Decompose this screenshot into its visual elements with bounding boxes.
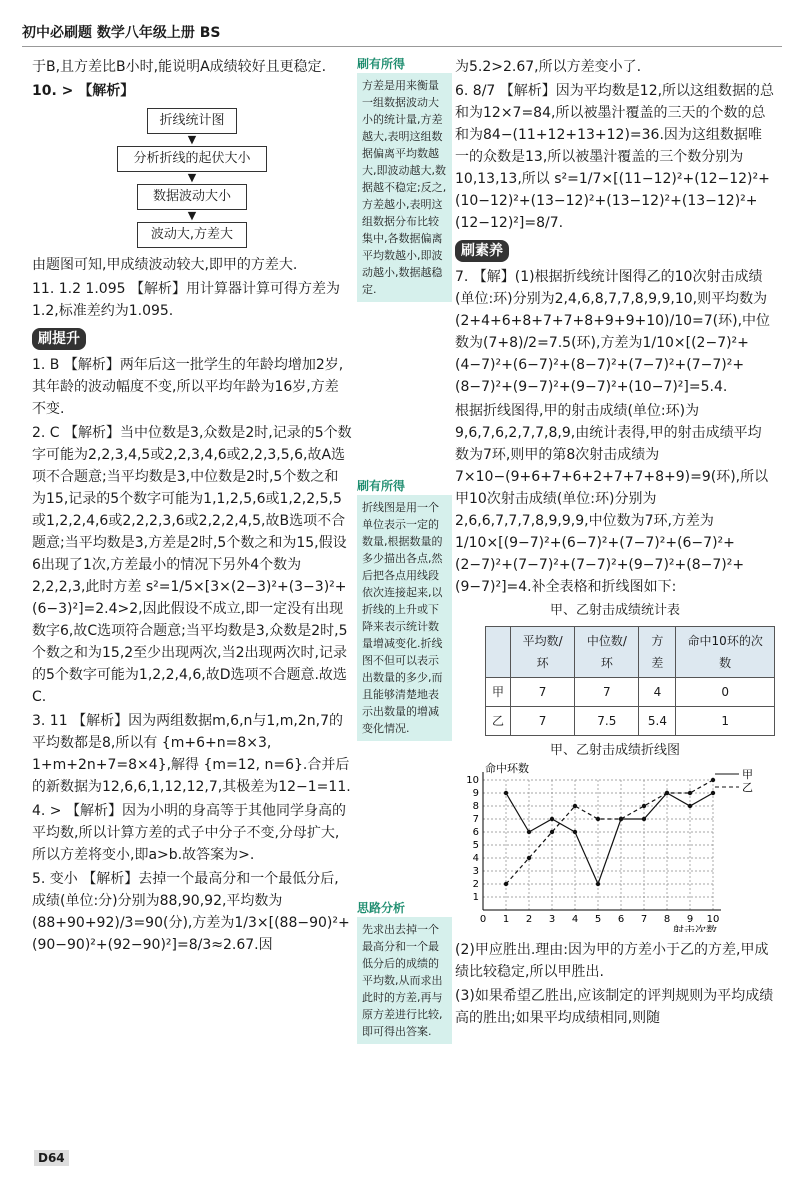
table-header-cell: 平均数/环 — [511, 627, 575, 678]
y-tick-label: 2 — [472, 879, 479, 890]
chart-title: 甲、乙射击成绩折线图 — [549, 743, 680, 758]
table-cell: 7 — [511, 678, 575, 707]
data-point — [688, 791, 692, 795]
series-line-0 — [506, 793, 713, 884]
question-1: 1. B 【解析】两年后这一批学生的年龄均增加2岁,其年龄的波动幅度不变,所以平均年龄为16岁,方差不变. — [32, 357, 344, 417]
table-row — [486, 678, 775, 707]
question-7-part-c: (2)甲应胜出.理由:因为甲的方差小于乙的方差,甲成绩比较稳定,所以甲胜出. — [455, 942, 769, 980]
series-line-1 — [506, 780, 713, 884]
table-cell: 5.4 — [639, 707, 676, 736]
header-divider — [22, 46, 782, 47]
arrow-down-icon: ▼ — [187, 171, 197, 184]
table-cell: 4 — [639, 678, 676, 707]
table-cell: 0 — [676, 678, 775, 707]
table-cell: 1 — [676, 707, 775, 736]
y-tick-label: 8 — [472, 801, 479, 812]
section-title: 刷素养 — [455, 240, 509, 262]
y-tick-label: 6 — [472, 827, 479, 838]
side-note-body: 先求出去掉一个最高分和一个最低分后的成绩的平均数,从而求出此时的方差,再与原方差进行比较,即可得出答案. — [357, 917, 452, 1044]
table-cell: 甲 — [486, 678, 511, 707]
x-tick-label: 2 — [525, 914, 533, 925]
y-tick-label: 9 — [472, 788, 479, 799]
question-5: 5. 变小 【解析】去掉一个最高分和一个最低分后,成绩(单位:分)分别为88,90,92,平均数为(88+90+92)/3=90(分),方差为1/3×[(88−90)²+(90−90)²+(92−90)²]=8/3≈2.67.因 — [32, 871, 350, 953]
x-tick-label: 4 — [571, 914, 579, 925]
question-2: 2. C 【解析】当中位数是3,众数是2时,记录的5个数字可能为2,2,3,4,5或2,2,3,4,6或2,2,3,5,6,故A选项不合题意;当平均数是3,中位数是2时,5个数之和为15,记录的5个数字可能为1,1,2,5,6或1,2,2,5,5或1,2,2,4,6或2,2,2,3,6或2,2,2,4,5,故B选项不合题意;当平均数是3,方差是2时,5个数之和为15,假设6出现了1次,方差最小的情况下另外4个数为2,2,2,3,此时方差 s²=1/5×[3×(2−3)²+(3−3)²+(6−3)²]=2.4>2,因此假设不成立,即一定没有出现数字6,故C选项符合题意;当平均数是3,众数是2时,5个数之和为15,2至少出现两次,当2出现两次时,记录的5个数字可能为1,2,2,4,6,故D选项不合题意.故选C. — [32, 425, 352, 705]
table-header-cell: 中位数/环 — [575, 627, 639, 678]
line-chart — [455, 762, 775, 932]
question-7-part-b: 根据折线图得,甲的射击成绩(单位:环)为9,6,7,6,2,7,7,8,9,由统计表得,甲的射击成绩平均数为7环,则甲的第8次射击成绩为7×10−(9+6+7+6+2+7+7+8+9)=9(环),所以甲10次射击成绩(单位:环)分别为2,6,6,7,7,7,8,9,9,9,中位数为7环,方差为 1/10×[(9−7)²+(6−7)²+(7−7)²+(6−7)²+(2−7)²+(7−7)²+(7−7)²+(9−7)²+(8−7)²+(9−7)²]=4.补全表格和折线图如下: — [455, 403, 769, 595]
arrow-down-icon: ▼ — [187, 209, 197, 222]
side-note-title: 刷有所得 — [357, 479, 406, 493]
page-number: D64 — [34, 1150, 69, 1166]
side-note-1 — [357, 56, 452, 302]
left-column — [32, 56, 352, 958]
x-tick-label: 1 — [502, 914, 510, 925]
data-point — [504, 791, 508, 795]
side-note-body: 折线图是用一个单位表示一定的数量,根据数量的多少描出各点,然后把各点用线段依次连接起来,以折线的上升或下降来表示统计数量增减变化.折线图不但可以表示出数量的多少,而且能够清楚地表示出数量的增减变化情况. — [357, 495, 452, 741]
table-header-cell: 方差 — [639, 627, 676, 678]
table-row — [486, 707, 775, 736]
data-point — [642, 804, 646, 808]
table-header-cell: 命中10环的次数 — [676, 627, 775, 678]
question-6: 6. 8/7 【解析】因为平均数是12,所以这组数据的总和为12×7=84,所以被墨汁覆盖的三天的个数的总和为84−(11+12+13+12)=36.因为这组数据唯一的众数是13,所以被墨汁覆盖的三个数分别为10,13,13,所以 s²=1/7×[(11−12)²+(12−12)²+(10−12)²+(13−12)²+(13−12)²+(13−12)²+(12−12)²]=8/7. — [455, 83, 775, 231]
data-point — [527, 830, 531, 834]
x-tick-label: 10 — [706, 914, 720, 925]
data-point — [619, 817, 623, 821]
side-note-body: 方差是用来衡量一组数据波动大小的统计量,方差越大,表明这组数据偏离平均数越大,即波动越大,数据越不稳定;反之,方差越小,表明这组数据分布比较集中,各数据偏离平均数越小,即波动越小,数据越稳定. — [357, 73, 452, 302]
question-11: 11. 1.2 1.095 【解析】用计算器计算可得方差为1.2,标准差约为1.095. — [32, 281, 340, 319]
data-point — [573, 830, 577, 834]
x-tick-label: 7 — [640, 914, 648, 925]
y-tick-label: 3 — [472, 866, 479, 877]
side-note-title: 刷有所得 — [357, 57, 406, 71]
flow-box-2: 分析折线的起伏大小 — [117, 146, 267, 172]
data-point — [573, 804, 577, 808]
data-point — [688, 804, 692, 808]
table-cell: 7 — [511, 707, 575, 736]
section-title: 刷提升 — [32, 328, 86, 350]
y-tick-label: 4 — [472, 853, 479, 864]
data-point — [642, 817, 646, 821]
data-point — [596, 882, 600, 886]
right-column — [455, 56, 775, 1031]
y-axis-label: 命中环数 — [485, 762, 529, 775]
flowchart — [112, 108, 272, 248]
flow-box-4: 波动大,方差大 — [137, 222, 247, 248]
question-4: 4. > 【解析】因为小明的身高等于其他同学身高的平均数,所以计算方差的式子中分子不变,分母扩大,所以方差将变小,即a>b.故答案为>. — [32, 803, 346, 863]
x-tick-label: 3 — [548, 914, 556, 925]
y-tick-label: 5 — [472, 840, 479, 851]
x-tick-label: 6 — [617, 914, 625, 925]
y-tick-label: 7 — [472, 814, 479, 825]
data-point — [527, 856, 531, 860]
table-header-row — [486, 627, 775, 678]
legend-label: 乙 — [742, 781, 753, 794]
question-7-part-a: 7. 【解】(1)根据折线统计图得乙的10次射击成绩(单位:环)分别为2,4,6,8,7,7,8,9,9,10,则平均数为(2+4+6+8+7+7+8+9+9+10)/10=7(环),中位数为(7+8)/2=7.5(环),方差为1/10×[(2−7)²+(4−7)²+(6−7)²+(8−7)²+(7−7)²+(7−7)²+(8−7)²+(9−7)²+(9−7)²+(10−7)²]=5.4. — [455, 269, 771, 395]
table-cell: 7 — [575, 678, 639, 707]
table-title: 甲、乙射击成绩统计表 — [549, 603, 680, 618]
flow-box-3: 数据波动大小 — [137, 184, 247, 210]
side-note-2 — [357, 478, 452, 741]
data-point — [596, 817, 600, 821]
x-tick-label: 9 — [686, 914, 694, 925]
data-point — [665, 791, 669, 795]
stats-table — [485, 626, 775, 736]
answer-text: 为5.2>2.67,所以方差变小了. — [455, 59, 642, 75]
table-cell: 乙 — [486, 707, 511, 736]
y-tick-label: 10 — [466, 775, 479, 786]
x-tick-label: 8 — [663, 914, 671, 925]
question-3: 3. 11 【解析】因为两组数据m,6,n与1,m,2n,7的平均数都是8,所以有 {m+6+n=8×3, 1+m+2n+7=8×4},解得 {m=12, n=6}.合并后的新数据为12,6,6,1,12,12,7,其极差为12−1=11. — [32, 713, 351, 795]
data-point — [711, 791, 715, 795]
arrow-down-icon: ▼ — [187, 133, 197, 146]
page-header: 初中必刷题 数学八年级上册 BS — [22, 25, 221, 41]
legend-label: 甲 — [742, 768, 753, 781]
data-point — [550, 830, 554, 834]
question-10-head: 10. > 【解析】 — [32, 83, 135, 99]
x-axis-label: 射击次数 — [673, 924, 717, 932]
data-point — [711, 778, 715, 782]
flow-box-1: 折线统计图 — [147, 108, 237, 134]
y-tick-label: 1 — [472, 892, 479, 903]
data-point — [550, 817, 554, 821]
side-note-3 — [357, 900, 452, 1044]
table-header-cell — [486, 627, 511, 678]
question-10-tail: 由题图可知,甲成绩波动较大,即甲的方差大. — [32, 257, 298, 273]
table-cell: 7.5 — [575, 707, 639, 736]
question-7-part-d: (3)如果希望乙胜出,应该制定的评判规则为平均成绩高的胜出;如果平均成绩相同,则随 — [455, 988, 774, 1026]
side-note-title: 思路分析 — [357, 901, 406, 915]
x-tick-label: 5 — [594, 914, 602, 925]
answer-text: 于B,且方差比B小时,能说明A成绩较好且更稳定. — [32, 59, 327, 75]
data-point — [504, 882, 508, 886]
x-tick-label: 0 — [479, 914, 487, 925]
